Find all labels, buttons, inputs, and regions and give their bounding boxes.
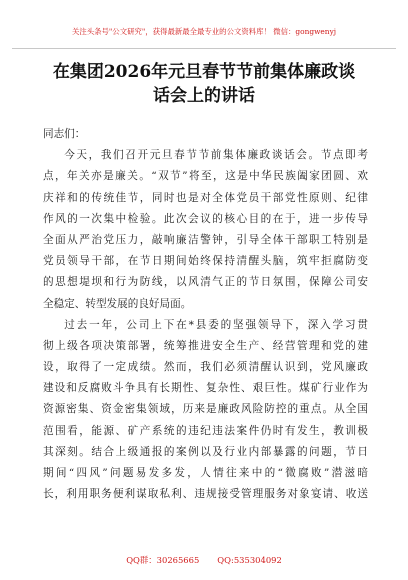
footer-qq: QQ:535304092	[217, 555, 282, 565]
header-banner: 关注头条号"公文研究"，获得最新最全最专业的公文资料库！ 微信：gongwenyj	[71, 27, 337, 36]
paragraph-2-line: 其深刻。结合上级通报的案例以及行业内部暴露的问题，节日	[43, 445, 368, 458]
footer-contact	[0, 554, 408, 566]
paragraph-2-line: 资源密集、资金密集领域，历来是廉政风险防控的重点。从全国	[43, 403, 368, 416]
document-title-line-1: 在集团2026年元旦春节节前集体廉政谈	[52, 62, 356, 82]
paragraph-2-line: 期间“四风”问题易发多发，人情往来中的“微腐败”潜滋暗	[43, 467, 368, 479]
document-title-line-2: 话会上的讲话	[153, 86, 255, 106]
footer-qq-group: QQ群：30265665	[126, 555, 200, 565]
paragraph-2-line: 过去一年，公司上下在*县委的坚强领导下，深入学习贯	[64, 318, 368, 331]
paragraph-1-line: 的思想堤坝和行为防线，以风清气正的节日氛围，保障公司安	[43, 276, 368, 289]
document-body	[43, 124, 368, 505]
paragraph-2-line: 长，利用职务便利谋取私利、违规接受管理服务对象宴请、收送	[43, 488, 368, 501]
paragraph-2-line: 建设和反腐败斗争具有长期性、复杂性、艰巨性。煤矿行业作为	[43, 382, 368, 395]
header-divider	[12, 48, 396, 49]
paragraph-1-line: 今天，我们召开元旦春节节前集体廉政谈话会。节点即考	[64, 149, 368, 162]
paragraph-2-line: 范围看，能源、矿产系统的违纪违法案件仍时有发生，教训极	[43, 424, 368, 437]
salutation	[43, 124, 368, 145]
paragraph-1-line: 全稳定、转型发展的良好局面。	[43, 297, 192, 310]
document-title	[30, 60, 378, 108]
paragraph-2-line: 彻上级各项决策部署，统筹推进安全生产、经营管理和党的建	[43, 339, 368, 352]
paragraph-1-line: 作风的一次集中检验。此次会议的核心目的在于，进一步传导	[43, 212, 368, 225]
paragraph-1-line: 庆祥和的传统佳节，同时也是对全体党员干部党性原则、纪律	[43, 191, 368, 204]
paragraph-1	[43, 145, 368, 315]
salutation-text: 同志们：	[43, 128, 86, 140]
paragraph-2-line: 设，取得了一定成绩。然而，我们必须清醒认识到，党风廉政	[43, 361, 368, 374]
paragraph-2	[43, 315, 368, 506]
paragraph-1-line: 全面从严治党压力，敲响廉洁警钟，引导全体干部职工特别是	[43, 233, 368, 246]
paragraph-1-line: 党员领导干部，在节日期间始终保持清醒头脑，筑牢拒腐防变	[43, 255, 368, 268]
paragraph-1-line: 点，年关亦是廉关。“双节”将至，这是中华民族阖家团圆、欢	[43, 170, 368, 183]
